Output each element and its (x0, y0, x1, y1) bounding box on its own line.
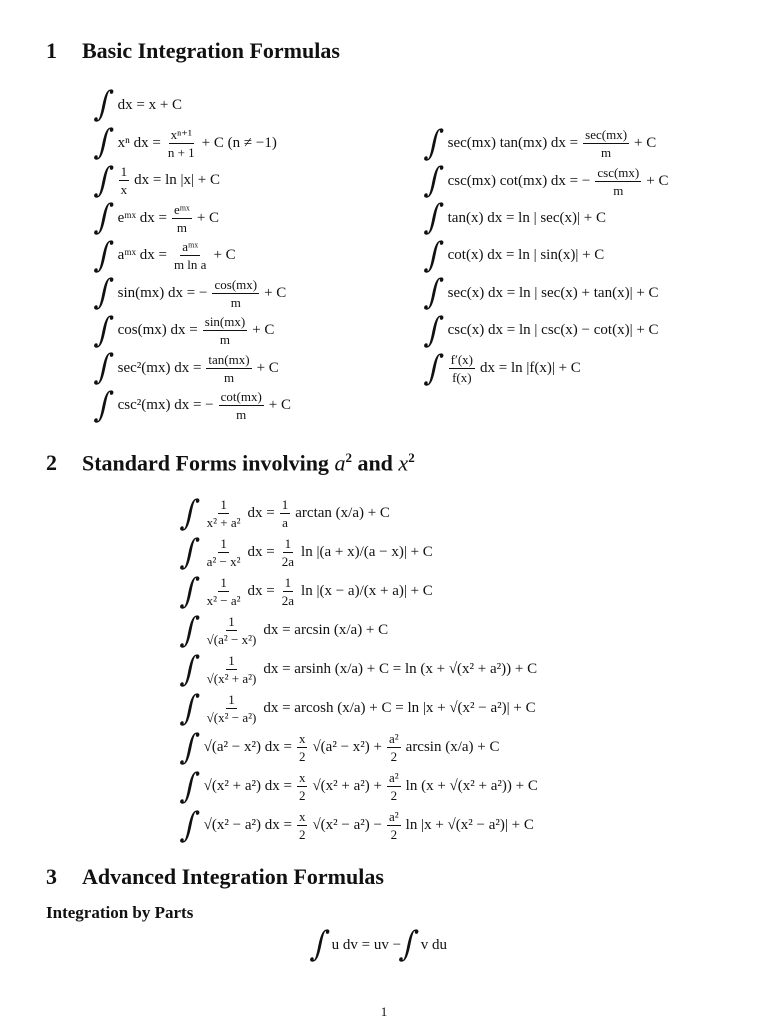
formula-text: + C (264, 284, 287, 301)
fraction-denominator: x² + a² (206, 515, 241, 530)
fraction (449, 353, 475, 384)
section-title: Advanced Integration Formulas (82, 864, 384, 889)
fraction-denominator: m (236, 407, 247, 422)
fraction-numerator: cot(mx) (220, 389, 262, 404)
fraction-denominator: 2 (390, 749, 398, 764)
formula-row (92, 122, 279, 163)
fraction-numerator: aᵐˣ (182, 239, 199, 254)
fraction-numerator: 1 (220, 575, 227, 590)
math-exponent: 2 (408, 450, 415, 465)
fraction (280, 498, 291, 529)
fraction-numerator: eᵐˣ (173, 201, 190, 217)
integral-sign: ∫ (178, 804, 202, 846)
section-title: Basic Integration Formulas (82, 38, 340, 63)
formula-text: dx = (247, 583, 275, 599)
formula-text: dx = x + C (117, 96, 183, 113)
formula-row (422, 197, 608, 238)
formula-row (92, 309, 276, 351)
fraction-denominator: m (613, 182, 624, 198)
integral-sign: ∫ (178, 648, 202, 690)
fraction-numerator: sec(mx) (585, 127, 628, 142)
fraction-denominator: x² − a² (206, 593, 241, 608)
fraction (387, 810, 401, 841)
fraction-numerator: sin(mx) (204, 314, 246, 329)
fraction-numerator: x (298, 731, 306, 746)
section-number: 1 (46, 38, 57, 63)
formula-text: v du (420, 936, 447, 953)
fraction-numerator: cos(mx) (214, 276, 258, 292)
fraction (387, 732, 401, 763)
section-number: 3 (46, 864, 57, 889)
formula-text: + C (n ≠ −1) (201, 134, 277, 151)
formula-text: + C (646, 172, 669, 189)
formula-text: csc(mx) cot(mx) dx = − (447, 172, 591, 189)
fraction-denominator: a (282, 515, 288, 530)
integral-sign: ∫ (422, 309, 446, 351)
formula-text: + C (256, 359, 279, 376)
formula-text: + C (213, 247, 236, 263)
fraction-denominator: 2 (298, 827, 306, 842)
formula-text: csc²(mx) dx = − (117, 397, 214, 413)
formula-row (178, 609, 390, 651)
formula-row (422, 234, 606, 276)
integral-sign: ∫ (422, 122, 446, 164)
integral-sign: ∫ (92, 197, 116, 238)
formula-row (178, 765, 540, 807)
formula-text: ln |(x − a)/(x + a)| + C (301, 583, 433, 599)
formula-row (178, 492, 392, 534)
formula-text: sin(mx) dx = − (117, 284, 208, 301)
integral-sign: ∫ (92, 384, 116, 426)
formula-row (178, 804, 536, 846)
integral-sign: ∫ (422, 347, 446, 389)
formula-text: dx = (247, 505, 275, 521)
fraction-numerator: f′(x) (450, 352, 473, 367)
fraction (212, 278, 259, 309)
section-heading-1 (46, 38, 340, 64)
fraction-denominator: m ln a (173, 257, 207, 272)
fraction-numerator: x (298, 809, 306, 824)
fraction (205, 615, 259, 646)
formula-text: ln (x + √(x² + a²)) + C (405, 778, 538, 794)
math-exponent: 2 (345, 450, 352, 465)
integration-by-parts-formula (308, 924, 447, 965)
fraction-numerator: 1 (220, 497, 227, 512)
integral-sign: ∫ (422, 197, 446, 238)
fraction (297, 771, 308, 802)
section-number: 2 (46, 450, 57, 476)
fraction-denominator: √(x² + a²) (206, 671, 257, 686)
fraction-denominator: n + 1 (167, 144, 195, 160)
fraction (280, 537, 296, 568)
fraction (205, 654, 259, 685)
fraction-denominator: m (230, 294, 241, 310)
fraction (166, 128, 197, 159)
fraction-denominator: √(x² − a²) (206, 710, 257, 725)
formula-text: xⁿ dx = (117, 134, 161, 151)
integral-sign: ∫ (92, 272, 116, 313)
fraction (172, 240, 209, 271)
formula-text: + C (252, 322, 275, 338)
fraction-numerator: 1 (120, 164, 128, 179)
formula-row (92, 197, 221, 238)
fraction-denominator: x (120, 182, 128, 197)
formula-row (92, 384, 293, 426)
formula-text: csc(x) dx = ln | csc(x) − cot(x)| + C (447, 322, 659, 338)
fraction-denominator: f(x) (452, 370, 472, 385)
fraction (203, 315, 247, 346)
section-title: Standard Forms involving (82, 450, 335, 476)
formula-row (422, 309, 661, 351)
fraction-denominator: 2a (281, 593, 295, 608)
formula-row (92, 272, 288, 313)
formula-text: aᵐˣ dx = (117, 247, 167, 263)
formula-text: dx = arsinh (x/a) + C = ln (x + √(x² + a²)) + C (263, 661, 538, 677)
formula-row (422, 160, 670, 201)
math-variable: x (398, 450, 409, 476)
math-variable: a (334, 450, 346, 476)
formula-text: dx = arcosh (x/a) + C = ln |x + √(x² − a²)| + C (263, 700, 536, 716)
fraction-denominator: 2 (390, 788, 398, 803)
fraction (297, 810, 308, 841)
fraction-denominator: m (176, 219, 187, 235)
fraction (205, 576, 243, 607)
fraction-numerator: 1 (284, 575, 292, 590)
fraction-numerator: 1 (284, 536, 292, 551)
fraction-denominator: 2 (298, 788, 306, 803)
formula-text: u dv = uv − (331, 936, 402, 953)
integral-sign: ∫ (92, 122, 116, 163)
integral-sign: ∫ (422, 160, 446, 201)
integral-sign: ∫ (178, 609, 202, 651)
formula-text: tan(x) dx = ln | sec(x)| + C (447, 209, 606, 226)
formula-text: arcsin (x/a) + C (405, 739, 500, 755)
integral-sign: ∫ (422, 234, 446, 276)
formula-text: + C (268, 397, 291, 413)
formula-text: dx = (247, 544, 275, 560)
fraction-numerator: a² (388, 809, 399, 824)
fraction (205, 537, 243, 568)
fraction-denominator: √(a² − x²) (206, 632, 257, 647)
fraction-numerator: csc(mx) (597, 164, 640, 180)
integral-sign: ∫ (92, 234, 116, 276)
formula-text: √(x² − a²) dx = (203, 817, 292, 833)
section-title-and: and (351, 450, 399, 476)
fraction (206, 353, 251, 384)
fraction-numerator: 1 (228, 692, 235, 707)
fraction-numerator: a² (388, 770, 399, 785)
fraction (280, 576, 296, 607)
integral-sign: ∫ (308, 924, 332, 965)
fraction (172, 203, 192, 234)
section-heading-3 (46, 864, 384, 890)
formula-text: cot(x) dx = ln | sin(x)| + C (447, 247, 605, 263)
integral-sign: ∫ (397, 924, 421, 965)
formula-row (92, 84, 184, 125)
formula-text: ln |(a + x)/(a − x)| + C (301, 544, 433, 560)
fraction (595, 166, 641, 197)
fraction-numerator: 1 (281, 497, 289, 512)
fraction-denominator: a² − x² (206, 554, 241, 569)
fraction-numerator: x (298, 770, 306, 785)
fraction-denominator: m (223, 369, 235, 385)
fraction (205, 693, 259, 724)
fraction-numerator: xⁿ⁺¹ (170, 126, 192, 142)
fraction-denominator: 2 (390, 827, 398, 842)
integral-sign: ∫ (422, 272, 446, 313)
integral-sign: ∫ (178, 726, 202, 768)
formula-text: eᵐˣ dx = (117, 209, 167, 226)
integral-sign: ∫ (92, 309, 116, 351)
fraction (219, 390, 264, 421)
fraction-denominator: m (601, 145, 612, 160)
integral-sign: ∫ (92, 84, 116, 125)
fraction-numerator: 1 (220, 536, 227, 551)
formula-text: dx = ln |f(x)| + C (479, 360, 581, 376)
formula-row (178, 648, 539, 690)
formula-text: √(x² + a²) + (312, 778, 382, 794)
fraction (583, 128, 629, 159)
fraction-denominator: 2 (298, 749, 306, 764)
page-number: 1 (380, 1004, 388, 1019)
integral-sign: ∫ (92, 347, 116, 388)
fraction-denominator: m (219, 332, 231, 347)
fraction-numerator: 1 (228, 614, 235, 629)
formula-row (422, 122, 658, 164)
integral-sign: ∫ (178, 765, 202, 807)
formula-text: + C (196, 209, 220, 226)
formula-row (178, 726, 502, 768)
formula-row (92, 159, 222, 201)
formula-row (178, 531, 435, 573)
formula-row (178, 570, 435, 612)
formula-text: arctan (x/a) + C (295, 505, 390, 521)
formula-row (422, 272, 661, 313)
integral-sign: ∫ (92, 159, 116, 201)
formula-row (92, 234, 238, 276)
formula-text: sec(mx) tan(mx) dx = (447, 135, 579, 151)
fraction-denominator: 2a (281, 554, 295, 569)
integral-sign: ∫ (178, 492, 202, 534)
formula-row (92, 347, 281, 388)
formula-text: √(a² − x²) + (312, 739, 382, 755)
formula-text: + C (634, 135, 657, 151)
integral-sign: ∫ (178, 531, 202, 573)
integral-sign: ∫ (178, 687, 202, 729)
fraction-numerator: 1 (228, 653, 235, 668)
fraction-numerator: tan(mx) (208, 351, 250, 367)
section-heading-2 (46, 450, 415, 476)
fraction (119, 165, 130, 196)
formula-text: dx = ln |x| + C (134, 172, 220, 188)
fraction (297, 732, 308, 763)
formula-text: ln |x + √(x² − a²)| + C (405, 817, 534, 833)
formula-text: sec(x) dx = ln | sec(x) + tan(x)| + C (447, 284, 659, 301)
formula-text: √(x² + a²) dx = (203, 778, 292, 794)
fraction-numerator: a² (388, 731, 399, 746)
integral-sign: ∫ (178, 570, 202, 612)
formula-row (178, 687, 538, 729)
formula-row (422, 347, 583, 389)
integration-by-parts-heading: Integration by Parts (46, 903, 194, 922)
formula-text: sec²(mx) dx = (117, 359, 202, 376)
fraction (205, 498, 243, 529)
formula-text: √(x² − a²) − (312, 817, 382, 833)
formula-text: dx = arcsin (x/a) + C (263, 622, 389, 638)
formula-text: √(a² − x²) dx = (203, 739, 292, 755)
formula-text: cos(mx) dx = (117, 322, 198, 338)
fraction (387, 771, 401, 802)
